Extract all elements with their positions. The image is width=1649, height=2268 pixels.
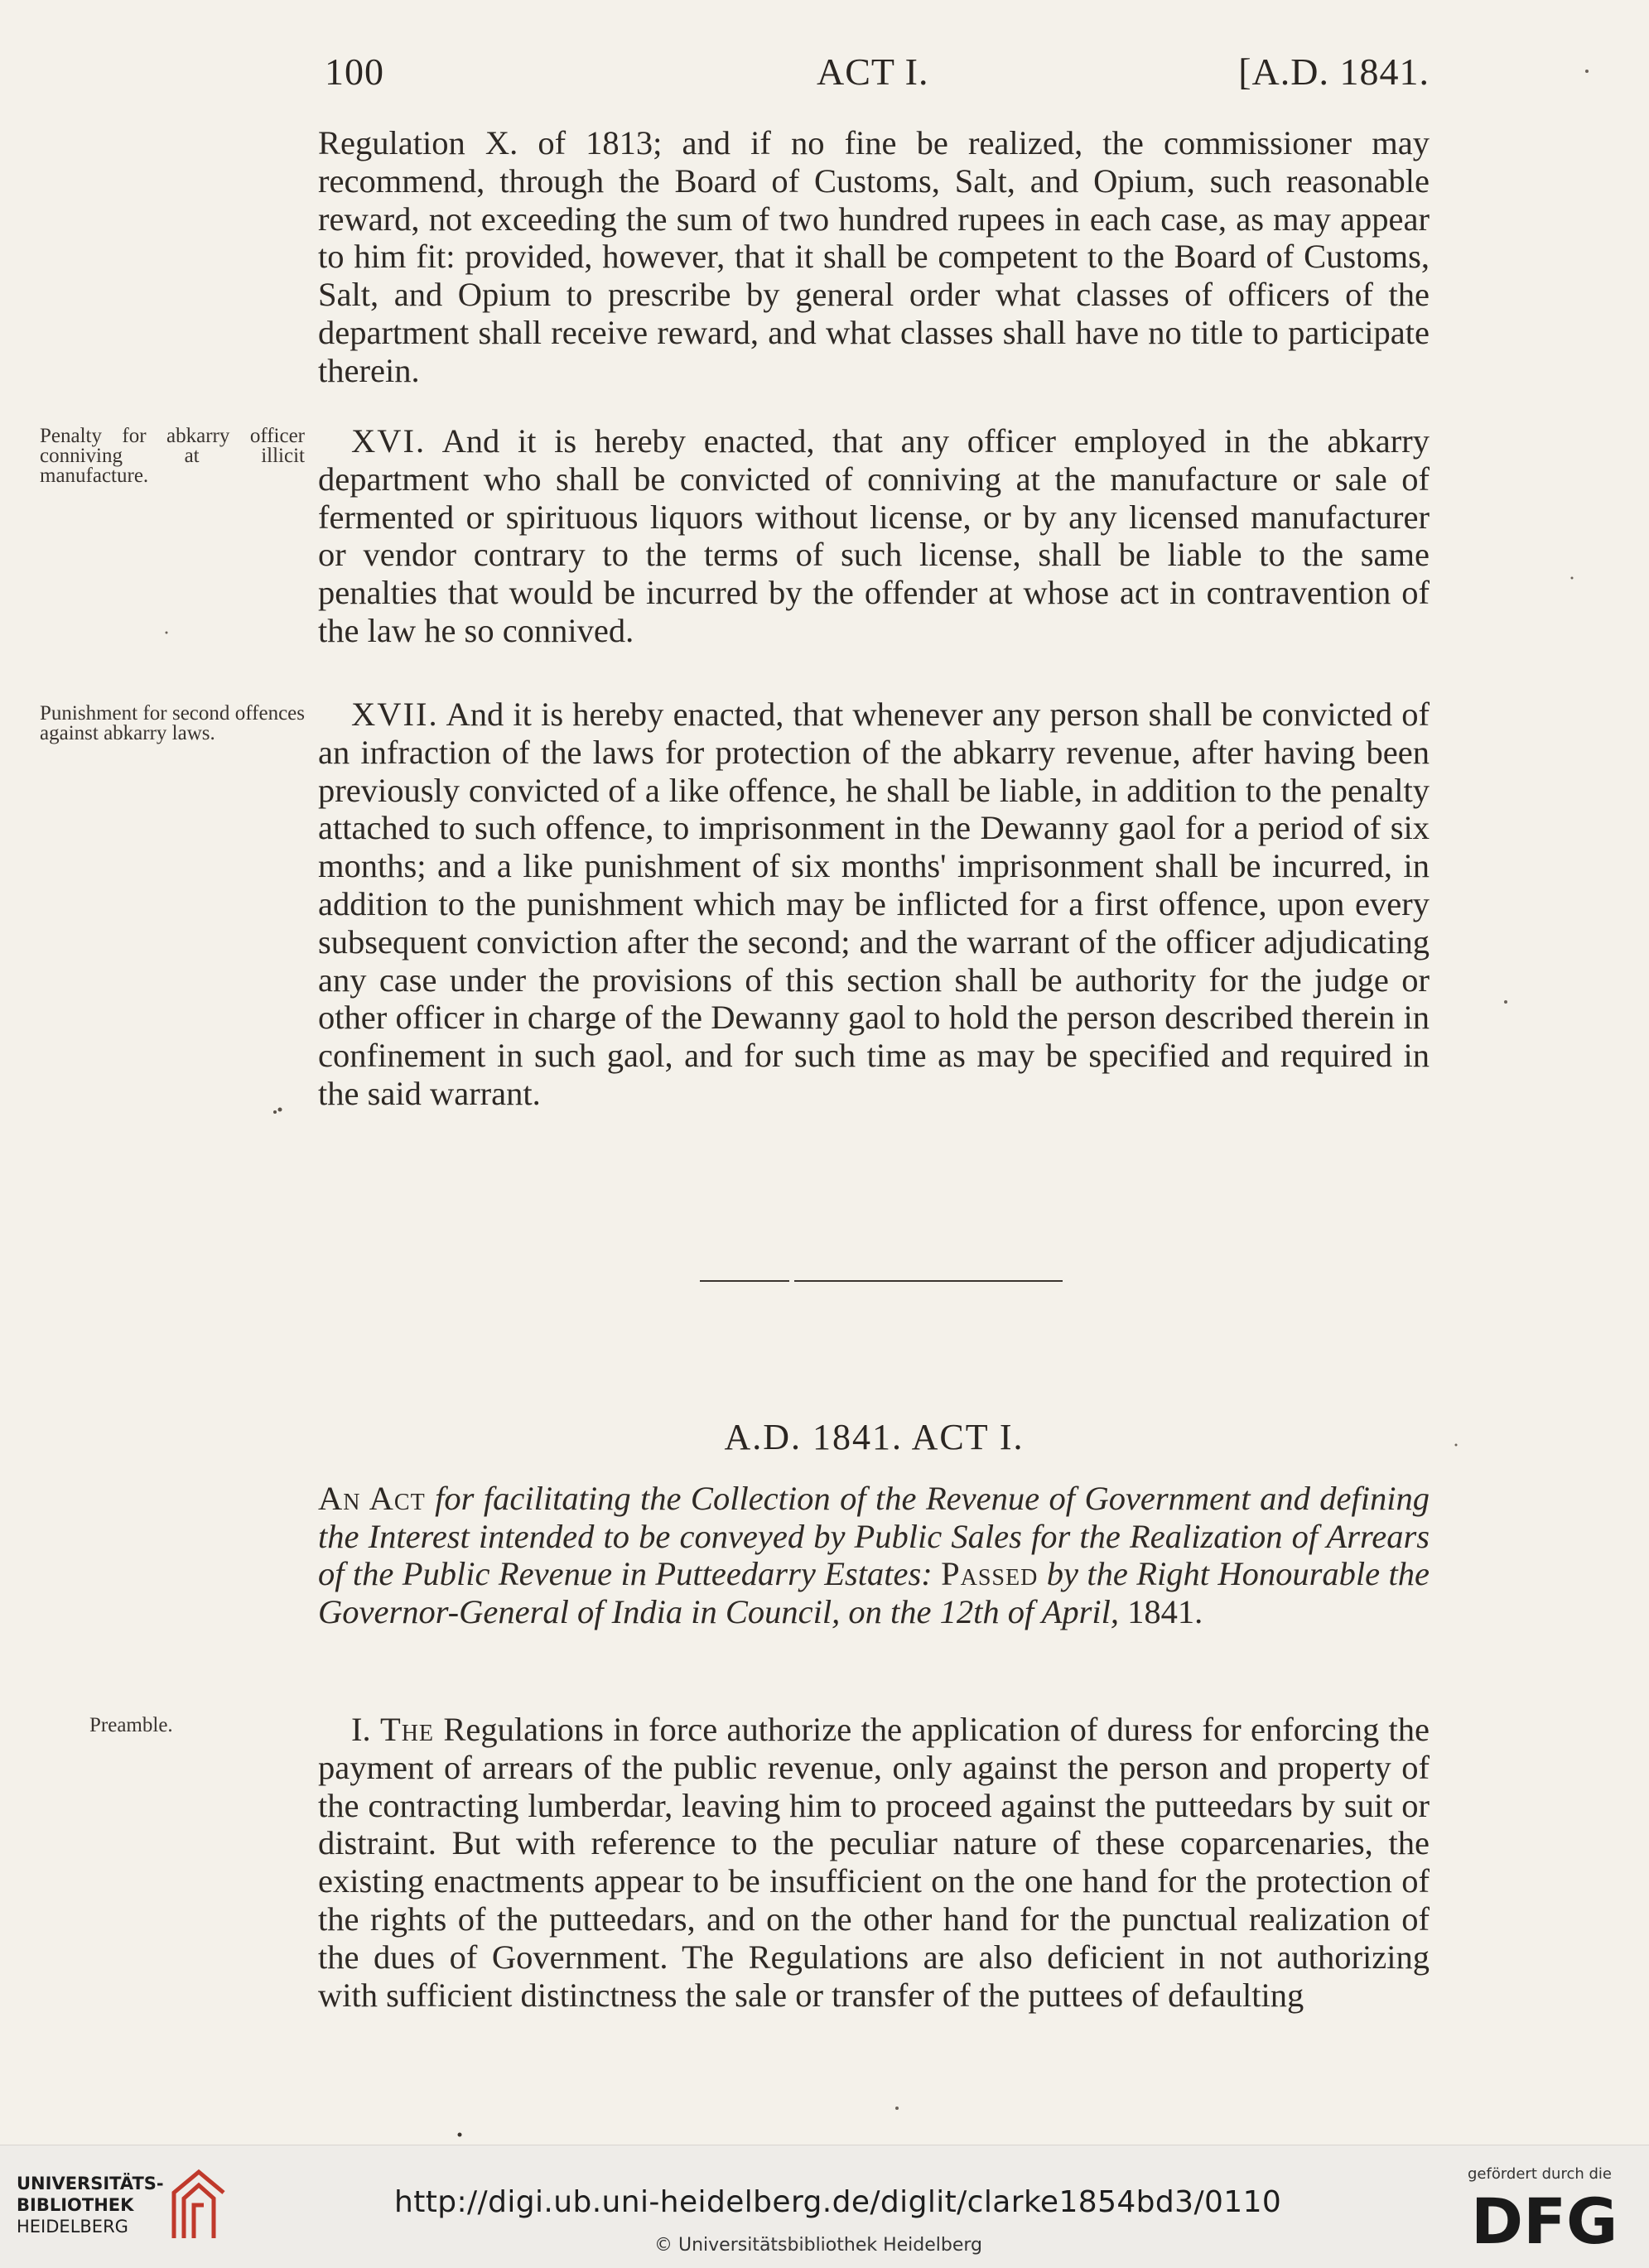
- library-line-3: HEIDELBERG: [17, 2217, 128, 2237]
- act-year: 1841.: [1127, 1592, 1203, 1630]
- header-title: ACT I.: [817, 51, 929, 93]
- dfg-logo-icon: [1468, 2189, 1625, 2255]
- marginal-note-xvii: Punishment for second offences against abkarry laws.: [40, 702, 305, 744]
- act-date: 12th of April,: [939, 1592, 1119, 1630]
- act-title-lead: An Act: [318, 1480, 426, 1517]
- library-line-2: BIBLIOTHEK: [17, 2195, 134, 2215]
- preamble-lead: The: [379, 1711, 435, 1748]
- library-name: [17, 2173, 164, 2237]
- section-xvii: [318, 696, 1430, 1113]
- header-date: [A.D. 1841.: [1238, 51, 1430, 93]
- preamble-text: Regulations in force authorize the application of duress for enforcing the payment of arrears of the public revenue, only against the person and property of the contracting lumberdar, leaving him to proceed against the putteedars by suit or distraint. But with reference to the peculiar nature of these coparcenaries, the existing enactments appear to be insufficient on the one hand for the protection of the rights of the putteedars, and on the other hand for the punctual realization of the dues of Government. The Regulations are also deficient in not authorizing with sufficient distinctness the sale or transfer of the puttees of defaulting: [318, 1711, 1430, 2014]
- marginal-note-xvi: Penalty for abkarry officer conniving at illicit manufacture.: [40, 425, 305, 487]
- section-divider-rule: [700, 1280, 1063, 1282]
- section-xvi: [318, 422, 1430, 650]
- library-line-1: UNIVERSITÄTS-: [17, 2174, 164, 2193]
- preamble-paragraph: [318, 1711, 1430, 2014]
- section-number: XVII.: [351, 696, 439, 733]
- act-passed-by: by the Right Honourable the Governor-General of India in Council, on the: [318, 1555, 1430, 1630]
- funding-caption: gefördert durch die: [1468, 2165, 1612, 2183]
- university-logo-icon: [166, 2164, 232, 2246]
- section-number: I.: [351, 1711, 371, 1748]
- act-title: [318, 1480, 1430, 1630]
- act-title-italic: for facilitating the Collection of the Revenue of Government and defining the Interest intended to be conveyed by Public Sales for the Realization of Arrears of the Public Revenue in Putteedarry Estates:: [318, 1480, 1430, 1592]
- section-text: And it is hereby enacted, that any officer employed in the abkarry department who shall be convicted of conniving at the manufacture or sale of fermented or spirituous liquors without license, or by any licensed manufacturer or vendor contrary to the terms of such license, shall be liable to the same penalties that would be incurred by the offender at whose act in contravention of the law he so connived.: [318, 422, 1430, 649]
- permalink-link[interactable]: http://digi.ub.uni-heidelberg.de/diglit/clarke1854bd3/0110: [394, 2185, 1282, 2219]
- running-header: [320, 50, 1430, 99]
- section-text: And it is hereby enacted, that whenever any person shall be convicted of an infraction of the laws for protection of the abkarry revenue, after having been previously convicted of a like offence, he shall be liable, in addition to the penalty attached to such offence, to imprisonment in the Dewanny gaol for a period of six months; and a like punishment of six months' imprisonment shall be incurred, in addition to the punishment which may be inflicted for a first offence, upon every subsequent conviction after the second; and the warrant of the officer adjudicating any case under the provisions of this section shall be authority for the judge or other officer in charge of the Dewanny gaol to hold the person described therein in confinement in such gaol, and for such time as may be specified and required in the said warrant.: [318, 696, 1430, 1112]
- section-number: XVI.: [351, 422, 427, 460]
- digitization-footer: [0, 2145, 1649, 2268]
- dfg-logo-text: DFG: [1471, 2189, 1618, 2255]
- marginal-note-preamble: Preamble.: [89, 1714, 173, 1736]
- page-number: 100: [325, 51, 384, 93]
- act-heading: A.D. 1841. ACT I.: [724, 1417, 1025, 1457]
- continued-paragraph: Regulation X. of 1813; and if no fine be realized, the commissioner may recommend, through the Board of Customs, Salt, and Opium, such reasonable reward, not exceeding the sum of two hundred rupees in each case, as may appear to him fit: provided, however, that it shall be competent to the Board of Customs, Salt, and Opium to prescribe by general order what classes of officers of the department shall receive reward, and what classes shall have no title to participate therein.: [318, 124, 1430, 389]
- copyright-notice: © Universitätsbibliothek Heidelberg: [654, 2235, 983, 2256]
- act-passed: Passed: [941, 1555, 1039, 1592]
